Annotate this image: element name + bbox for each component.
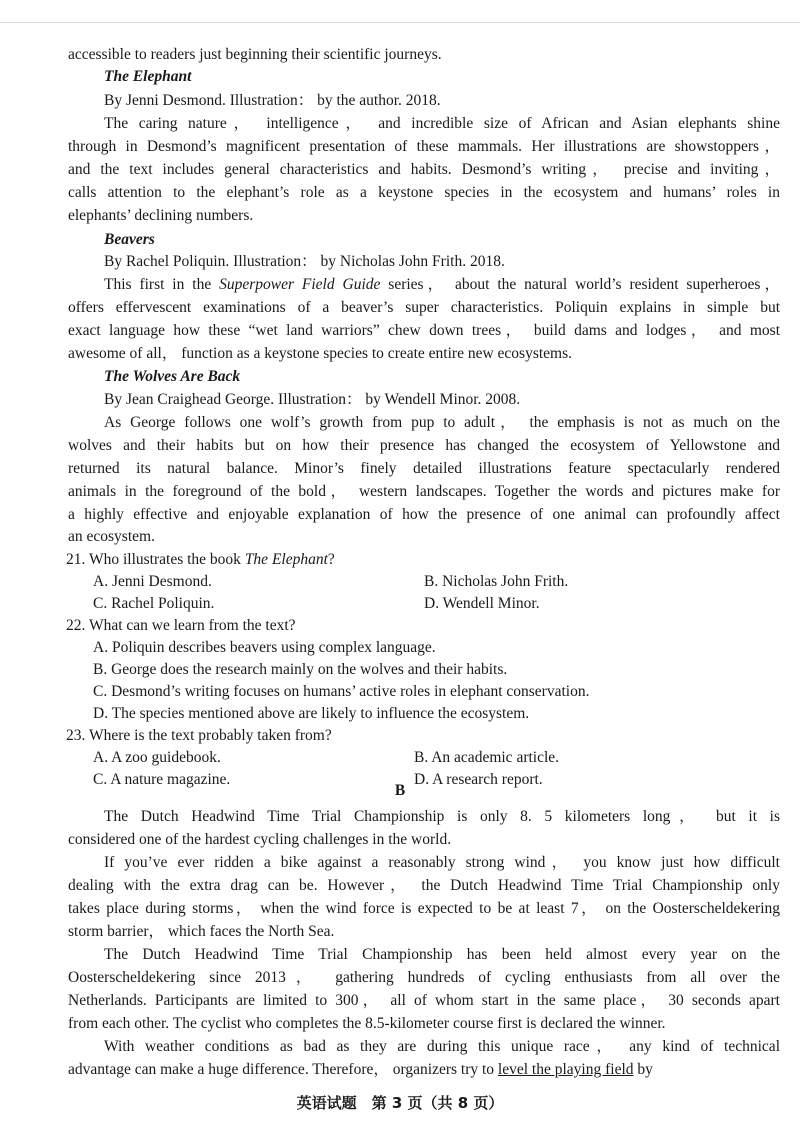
- book-byline-beavers: By Rachel Poliquin. Illustration： by Nicholas John Frith. 2018.: [104, 253, 505, 270]
- q23-option-c: C. A nature magazine.: [93, 771, 231, 788]
- wolves-line: returned its natural balance. Minor’s finely detailed illustrations feature spectacularly rendered: [68, 460, 780, 477]
- beavers-line-first: [104, 274, 780, 296]
- q23-option-a: A. A zoo guidebook.: [93, 749, 221, 766]
- book-byline-elephant: By Jenni Desmond. Illustration： by the author. 2018.: [104, 92, 441, 109]
- passage-b-line: storm barrier， which faces the North Sea.: [68, 923, 335, 940]
- question-number: 22.: [66, 617, 86, 634]
- passage-b-line: considered one of the hardest cycling challenges in the world.: [68, 831, 452, 848]
- q21-option-d: D. Wendell Minor.: [424, 595, 540, 612]
- passage-b-line: dealing with the extra drag can be. However， the Dutch Headwind Time Trial Championship only: [68, 877, 780, 894]
- elephant-line: elephants’ declining numbers.: [68, 207, 254, 224]
- last-line-post: by: [633, 1061, 653, 1078]
- passage-b-last-line: [68, 1059, 780, 1081]
- q23-option-d: D. A research report.: [414, 771, 543, 788]
- question-stem: What can we learn from the text?: [85, 617, 296, 634]
- underlined-phrase: level the playing field: [497, 1061, 634, 1078]
- elephant-line: through in Desmond’s magnificent presentation of these mammals. Her illustrations are showstoppers，: [68, 138, 780, 155]
- passage-b-line: Netherlands. Participants are limited to 300， all of whom start in the same place， 30 seconds apart: [68, 992, 780, 1009]
- beavers-first-pre: This first in the: [104, 276, 220, 293]
- passage-b-line: Oosterscheldekering since 2013， gathering hundreds of cycling enthusiasts from all over the: [68, 969, 780, 986]
- beavers-line: offers effervescent examinations of a beaver’s super characteristics. Poliquin explains in simple but: [68, 299, 780, 316]
- passage-b-line: from each other. The cyclist who completes the 8.5-kilometer course first is declared the winner.: [68, 1015, 666, 1032]
- q22-option-c: C. Desmond’s writing focuses on humans’ active roles in elephant conservation.: [93, 683, 590, 700]
- q22-option-d: D. The species mentioned above are likely to influence the ecosystem.: [93, 705, 530, 722]
- wolves-line: As George follows one wolf’s growth from pup to adult， the emphasis is not as much on the: [104, 414, 780, 431]
- q21-option-a: A. Jenni Desmond.: [93, 573, 212, 590]
- passage-b-line: If you’ve ever ridden a bike against a reasonably strong wind， you know just how difficult: [104, 854, 780, 871]
- beavers-first-post: series， about the natural world’s resident superheroes，: [380, 276, 780, 293]
- series-name: Superpower Field Guide: [219, 276, 381, 293]
- book-reference: The Elephant: [244, 551, 328, 568]
- book-title-beavers: Beavers: [104, 231, 155, 248]
- last-line-pre: advantage can make a huge difference. Therefore， organizers try to: [68, 1061, 498, 1078]
- question-21: [66, 549, 778, 571]
- beavers-line: awesome of all， function as a keystone species to create entire new ecosystems.: [68, 345, 572, 362]
- elephant-line: The caring nature， intelligence， and incredible size of African and Asian elephants shine: [104, 115, 780, 132]
- question-mark: ?: [327, 551, 335, 568]
- question-23: [66, 725, 778, 747]
- passage-b-line: takes place during storms， when the wind force is expected to be at least 7， on the Oosterscheldekering: [68, 900, 780, 917]
- book-title-wolves: The Wolves Are Back: [104, 368, 241, 385]
- book-byline-wolves: By Jean Craighead George. Illustration： by Wendell Minor. 2008.: [104, 391, 521, 408]
- intro-tail: accessible to readers just beginning their scientific journeys.: [68, 46, 442, 63]
- beavers-line: exact language how these “wet land warriors” chew down trees， build dams and lodges， and most: [68, 322, 780, 339]
- question-22: [66, 615, 778, 637]
- question-stem: Where is the text probably taken from?: [85, 727, 332, 744]
- question-number: 23.: [66, 727, 86, 744]
- passage-b-line: With weather conditions as bad as they are during this unique race， any kind of technical: [104, 1038, 780, 1055]
- wolves-line: wolves and their habits but on how their presence has changed the ecosystem of Yellowstone and: [68, 437, 780, 454]
- question-number: 21.: [66, 551, 86, 568]
- q21-option-b: B. Nicholas John Frith.: [424, 573, 569, 590]
- wolves-line: a highly effective and enjoyable explanation of how the presence of one animal can profoundly affect: [68, 506, 780, 523]
- q22-option-a: A. Poliquin describes beavers using complex language.: [93, 639, 436, 656]
- elephant-line: and the text includes general characteristics and habits. Desmond’s writing， precise and inviting，: [68, 161, 780, 178]
- wolves-line: an ecosystem.: [68, 528, 155, 545]
- passage-b-line: The Dutch Headwind Time Trial Championship has been held almost every year on the: [104, 946, 780, 963]
- wolves-line: animals in the foreground of the bold， western landscapes. Together the words and pictures make for: [68, 483, 780, 500]
- book-title-elephant: The Elephant: [104, 68, 192, 85]
- q23-option-b: B. An academic article.: [414, 749, 560, 766]
- passage-b-line: The Dutch Headwind Time Trial Championship is only 8. 5 kilometers long， but it is: [104, 808, 780, 825]
- question-stem: Who illustrates the book: [85, 551, 245, 568]
- top-divider: [0, 22, 800, 23]
- section-b-heading: B: [394, 782, 406, 799]
- q22-option-b: B. George does the research mainly on the wolves and their habits.: [93, 661, 508, 678]
- q21-option-c: C. Rachel Poliquin.: [93, 595, 215, 612]
- elephant-line: calls attention to the elephant’s role as a keystone species in the ecosystem and humans’ roles in: [68, 184, 780, 201]
- page-footer: 英语试题 第 3 页（共 8 页）: [296, 1094, 504, 1112]
